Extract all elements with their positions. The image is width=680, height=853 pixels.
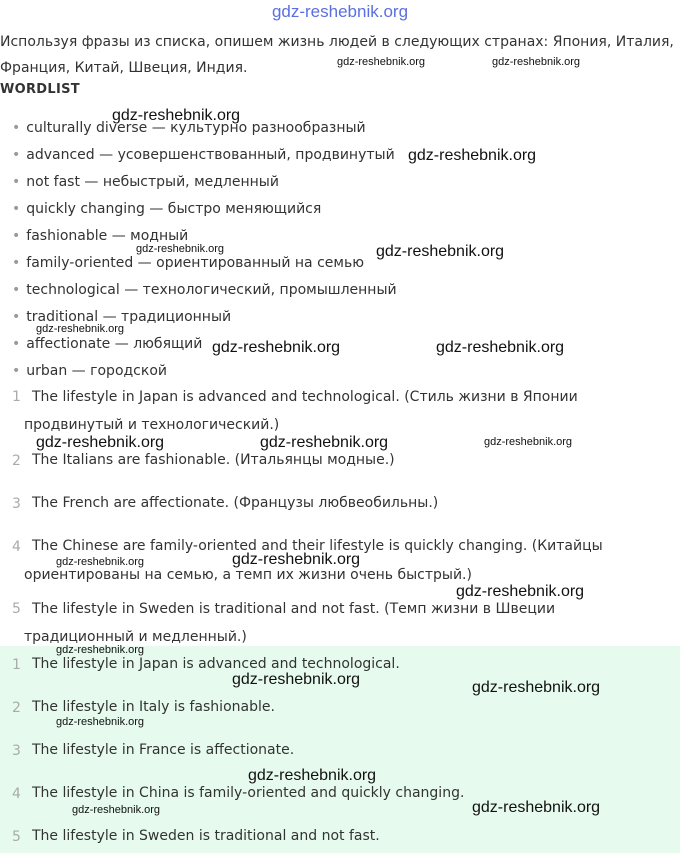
watermark: gdz-reshebnik.org (492, 56, 581, 68)
answer-line: The lifestyle in Japan is advanced and technological. (32, 656, 400, 672)
wordlist-item-text: not fast — небыстрый, медленный (26, 174, 279, 190)
wordlist-item (12, 200, 321, 218)
answer-line: The lifestyle in Italy is fashionable. (32, 699, 275, 715)
watermark: gdz-reshebnik.org (248, 767, 377, 784)
answer-line: The lifestyle in China is family-oriented and quickly changing. (32, 785, 465, 801)
wordlist-item-text: quickly changing — быстро меняющийся (26, 201, 322, 217)
wordlist-item (12, 254, 364, 272)
watermark: gdz-reshebnik.org (72, 804, 161, 816)
watermark: gdz-reshebnik.org (36, 434, 165, 451)
translation-line: The French are affectionate. (Французы любвеобильны.) (32, 495, 439, 511)
wordlist-item (12, 146, 395, 164)
watermark: gdz-reshebnik.org (56, 644, 145, 656)
item-number: 5 (12, 829, 21, 845)
translation-line: The lifestyle in Sweden is traditional and not fast. (Темп жизни в Швеции (32, 601, 556, 617)
watermark: gdz-reshebnik.org (36, 323, 125, 335)
item-number: 2 (12, 700, 21, 716)
item-number: 4 (12, 786, 21, 802)
translation-line-continued: традиционный и медленный.) (24, 629, 247, 645)
translation-line: The Italians are fashionable. (Итальянцы модные.) (32, 452, 395, 468)
watermark: gdz-reshebnik.org (112, 107, 241, 124)
watermark: gdz-reshebnik.org (56, 716, 145, 728)
header-watermark: gdz-reshebnik.org (271, 2, 409, 21)
intro-text: Используя фразы из списка, опишем жизнь людей в следующих странах: Япония, Италия, Франция, Китай, Швеция, Индия. (0, 34, 674, 76)
translation-line-continued: ориентированы на семью, а темп их жизни очень быстрый.) (24, 567, 472, 583)
wordlist-item-text: culturally diverse — культурно разнообразный (26, 120, 366, 136)
wordlist-item (12, 281, 397, 299)
bullet-icon: • (12, 147, 21, 163)
wordlist-item-text: advanced — усовершенствованный, продвинутый (26, 147, 395, 163)
item-number: 1 (12, 389, 21, 405)
bullet-icon: • (12, 309, 21, 325)
watermark: gdz-reshebnik.org (136, 243, 225, 255)
watermark: gdz-reshebnik.org (436, 339, 565, 356)
bullet-icon: • (12, 363, 21, 379)
translation-line: The Chinese are family-oriented and their lifestyle is quickly changing. (Китайцы (32, 538, 603, 554)
watermark: gdz-reshebnik.org (260, 434, 389, 451)
watermark: gdz-reshebnik.org (472, 799, 601, 816)
watermark: gdz-reshebnik.org (408, 147, 537, 164)
wordlist-item (12, 173, 279, 191)
item-number: 5 (12, 601, 21, 617)
bullet-icon: • (12, 255, 21, 271)
wordlist-item-text: urban — городской (26, 363, 168, 379)
wordlist-item-text: technological — технологический, промышленный (26, 282, 397, 298)
watermark: gdz-reshebnik.org (472, 679, 601, 696)
wordlist-item-text: family-oriented — ориентированный на семью (26, 255, 364, 271)
bullet-icon: • (12, 336, 21, 352)
wordlist-item (12, 335, 202, 353)
watermark: gdz-reshebnik.org (232, 551, 361, 568)
bullet-icon: • (12, 228, 21, 244)
item-number: 4 (12, 539, 21, 555)
watermark: gdz-reshebnik.org (56, 556, 145, 568)
bullet-icon: • (12, 174, 21, 190)
item-number: 2 (12, 453, 21, 469)
answer-line: The lifestyle in Sweden is traditional and not fast. (32, 828, 380, 844)
translation-line-continued: продвинутый и технологический.) (24, 417, 280, 433)
translation-line: The lifestyle in Japan is advanced and technological. (Стиль жизни в Японии (32, 389, 578, 405)
watermark: gdz-reshebnik.org (376, 243, 505, 260)
watermark: gdz-reshebnik.org (212, 339, 341, 356)
watermark: gdz-reshebnik.org (484, 436, 573, 448)
wordlist-item-text: traditional — традиционный (26, 309, 232, 325)
wordlist-item-text: fashionable — модный (26, 228, 189, 244)
watermark: gdz-reshebnik.org (337, 56, 426, 68)
wordlist-item (12, 362, 167, 380)
watermark: gdz-reshebnik.org (456, 583, 585, 600)
item-number: 3 (12, 743, 21, 759)
wordlist-item-text: affectionate — любящий (26, 336, 203, 352)
bullet-icon: • (12, 201, 21, 217)
item-number: 1 (12, 657, 21, 673)
wordlist-title: WORDLIST (0, 82, 80, 97)
item-number: 3 (12, 496, 21, 512)
answer-line: The lifestyle in France is affectionate. (32, 742, 295, 758)
watermark: gdz-reshebnik.org (232, 671, 361, 688)
bullet-icon: • (12, 282, 21, 298)
bullet-icon: • (12, 120, 21, 136)
